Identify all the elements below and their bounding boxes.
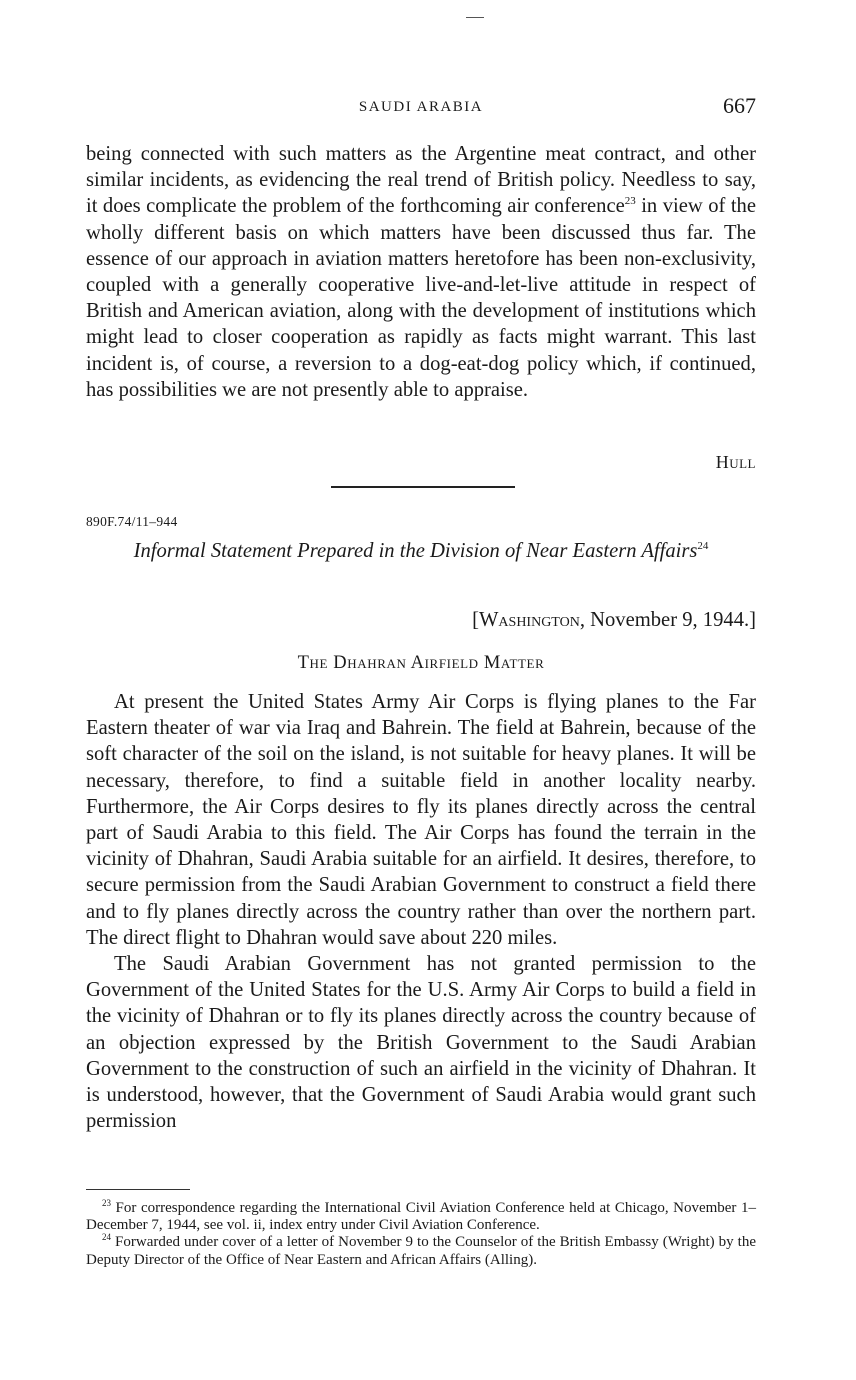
file-number: 890F.74/11–944 <box>86 514 178 529</box>
footnote-text-23: For correspondence regarding the International Civil Aviation Conference held at Chicago, November 1–December 7, 1944, see vol. ii, index entry under Civil Aviation Conference. <box>86 1200 756 1234</box>
footnote-24 <box>86 1234 756 1268</box>
carryover-paragraph <box>86 141 756 403</box>
body-text <box>86 689 756 1134</box>
dateline-open: [ <box>472 609 479 631</box>
footnote-rule <box>86 1189 190 1190</box>
footnotes <box>86 1200 756 1269</box>
dateline-date: , November 9, 1944.] <box>579 609 756 631</box>
running-head <box>86 93 756 124</box>
document-title <box>86 538 756 564</box>
section-divider <box>331 486 515 488</box>
body-paragraph-2: The Saudi Arabian Government has not granted permission to the Government of the United States for the U.S. Army Air Corps to build a field in the vicinity of Dhahran or to fly its planes directly across the country because of an objection expressed by the British Government to the Saudi Arabian Government to the construction of such an airfield in the vicinity of Dhahran. It is understood, however, that the Government of Saudi Arabia would grant such permission <box>86 953 756 1133</box>
top-dash-mark <box>466 17 484 18</box>
footnote-23 <box>86 1200 756 1234</box>
footnote-mark-24: 24 <box>102 1232 111 1243</box>
section-title: The Dhahran Airfield Matter <box>297 653 545 673</box>
document-title-text: Informal Statement Prepared in the Division of Near Eastern Affairs <box>133 540 698 562</box>
footnote-text-24: Forwarded under cover of a letter of November 9 to the Counselor of the British Embassy (Wright) by the Deputy Director of the Office of Near Eastern and African Affairs (Alling). <box>86 1234 756 1268</box>
body-paragraph-1: At present the United States Army Air Corps is flying planes to the Far Eastern theater of war via Iraq and Bahrein. The field at Bahrein, because of the soft character of the soil on the island, is not suitable for heavy planes. It will be necessary, therefore, to find a suitable field in another locality nearby. Furthermore, the Air Corps desires to fly its planes directly across the central part of Saudi Arabia to this field. The Air Corps has found the terrain in the vicinity of Dhahran, Saudi Arabia suitable for an airfield. It desires, therefore, to secure permission from the Saudi Arabian Government to construct a field there and to fly planes directly across the country rather than over the northern part. The direct flight to Dhahran would save about 220 miles. <box>86 691 756 949</box>
signature: Hull <box>715 452 756 472</box>
footnote-ref-24: 24 <box>697 540 709 553</box>
carryover-text-1: being connected with such matters as the Argentine meat contract, and other similar incidents, as evidencing the real trend of British policy. Needless to say, it does complicate the problem of the forthcoming air conference <box>86 143 756 218</box>
page-number: 667 <box>723 93 756 118</box>
carryover-paragraph-block <box>86 141 756 403</box>
dateline <box>472 609 756 632</box>
footnote-ref-23: 23 <box>624 195 636 208</box>
running-title: SAUDI ARABIA <box>358 99 484 115</box>
footnote-mark-23: 23 <box>102 1198 111 1208</box>
dateline-place: Washington <box>478 609 580 631</box>
carryover-text-2: in view of the wholly different basis on which matters have been discussed thus far. The essence of our approach in aviation matters heretofore has been non-exclusivity, coupled with a generally cooperative live-and-let-live attitude in respect of British and American aviation, along with the development of institutions which might lead to closer cooperation as rapidly as facts might warrant. This last incident is, of course, a reversion to a dog-eat-dog policy which, if continued, has possibilities we are not presently able to appraise. <box>86 195 756 401</box>
